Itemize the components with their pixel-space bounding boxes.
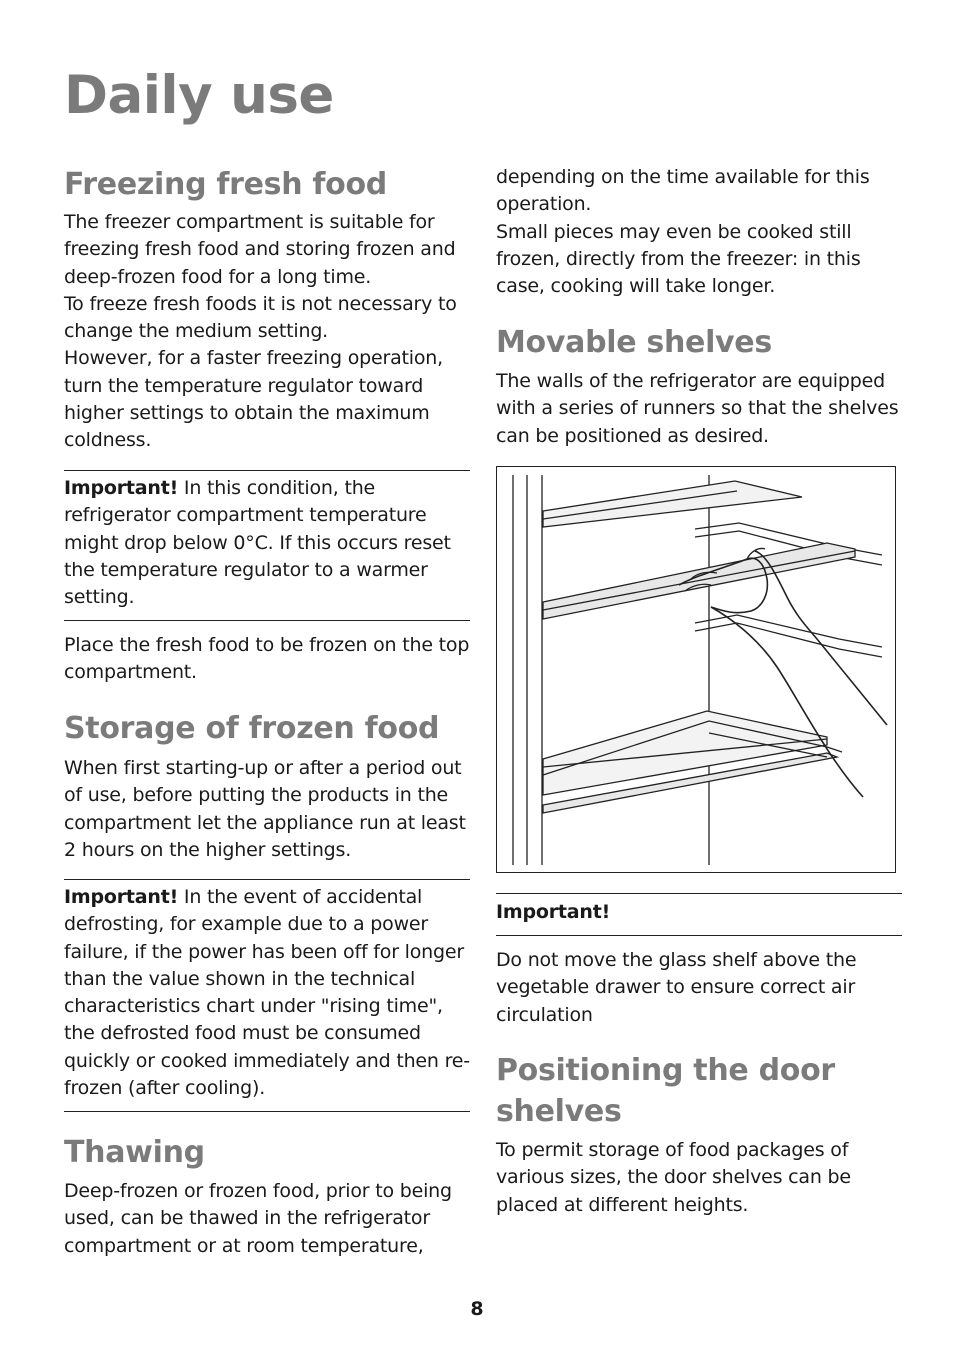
important-text: In this condition, the refrigerator compartment temperature might drop below 0°C. If this occurs reset the temperature regulator to a warmer setting. [64,477,451,609]
storage-body [64,755,470,864]
divider [496,893,902,894]
door-body [496,1137,902,1219]
page-title: Daily use [64,65,334,126]
important-label: Important! [64,886,179,908]
divider [496,935,902,936]
movable-paragraph-1: The walls of the refrigerator are equipped with a series of runners so that the shelves can be positioned as desired. [496,370,899,447]
movable-body [496,368,902,450]
thawing-paragraph-1: Deep-frozen or frozen food, prior to being used, can be thawed in the refrigerator compartment or at room temperature, [64,1180,452,1257]
shelf-drawing [497,467,895,872]
divider [64,1111,470,1112]
place-note [64,632,470,687]
important-note-1 [64,475,470,611]
important-text: Do not move the glass shelf above the vegetable drawer to ensure correct air circulation [496,949,857,1026]
important-note-3 [496,899,902,926]
page-number: 8 [470,1298,484,1320]
arm-outline [755,551,887,725]
important-label: Important! [496,901,611,923]
storage-heading: Storage of frozen food [64,711,440,746]
freezing-heading: Freezing fresh food [64,167,387,202]
door-heading: Positioning the door shelves [496,1053,835,1129]
thawing-paragraph-2: depending on the time available for this operation. [496,166,870,216]
freezing-body [64,209,470,455]
door-paragraph-1: To permit storage of food packages of various sizes, the door shelves can be placed at different heights. [496,1139,851,1216]
place-paragraph: Place the fresh food to be frozen on the top compartment. [64,634,470,684]
freezing-paragraph-3: However, for a faster freezing operation, turn the temperature regulator toward higher settings to obtain the maximum coldness. [64,347,443,452]
thawing-heading: Thawing [64,1135,205,1170]
ceiling-panel [543,481,802,527]
important-text: In the event of accidental defrosting, for example due to a power failure, if the power has been off for longer than the value shown in the technical characteristics chart under "rising time", the defrosted food must be consumed quickly or cooked immediately and then re-frozen (after cooling). [64,886,470,1100]
important-label: Important! [64,477,179,499]
freezing-paragraph-2: To freeze fresh foods it is not necessary to change the medium setting. [64,292,457,343]
freezing-paragraph-1: The freezer compartment is suitable for freezing fresh food and storing frozen and deep-frozen food for a long time. [64,211,456,288]
divider [64,879,470,880]
important-note-2 [64,884,470,1102]
thawing-paragraph-3: Small pieces may even be cooked still frozen, directly from the freezer: in this case, cooking will take longer. [496,220,861,298]
important-note-3-body [496,947,902,1029]
thawing-body [64,1178,470,1260]
storage-paragraph-1: When first starting-up or after a period out of use, before putting the products in the compartment let the appliance run at least 2 hours on the higher settings. [64,757,466,861]
shelf-illustration [496,466,896,873]
divider [64,470,470,471]
thawing-continued [496,164,902,300]
movable-heading: Movable shelves [496,325,772,360]
divider [64,620,470,621]
